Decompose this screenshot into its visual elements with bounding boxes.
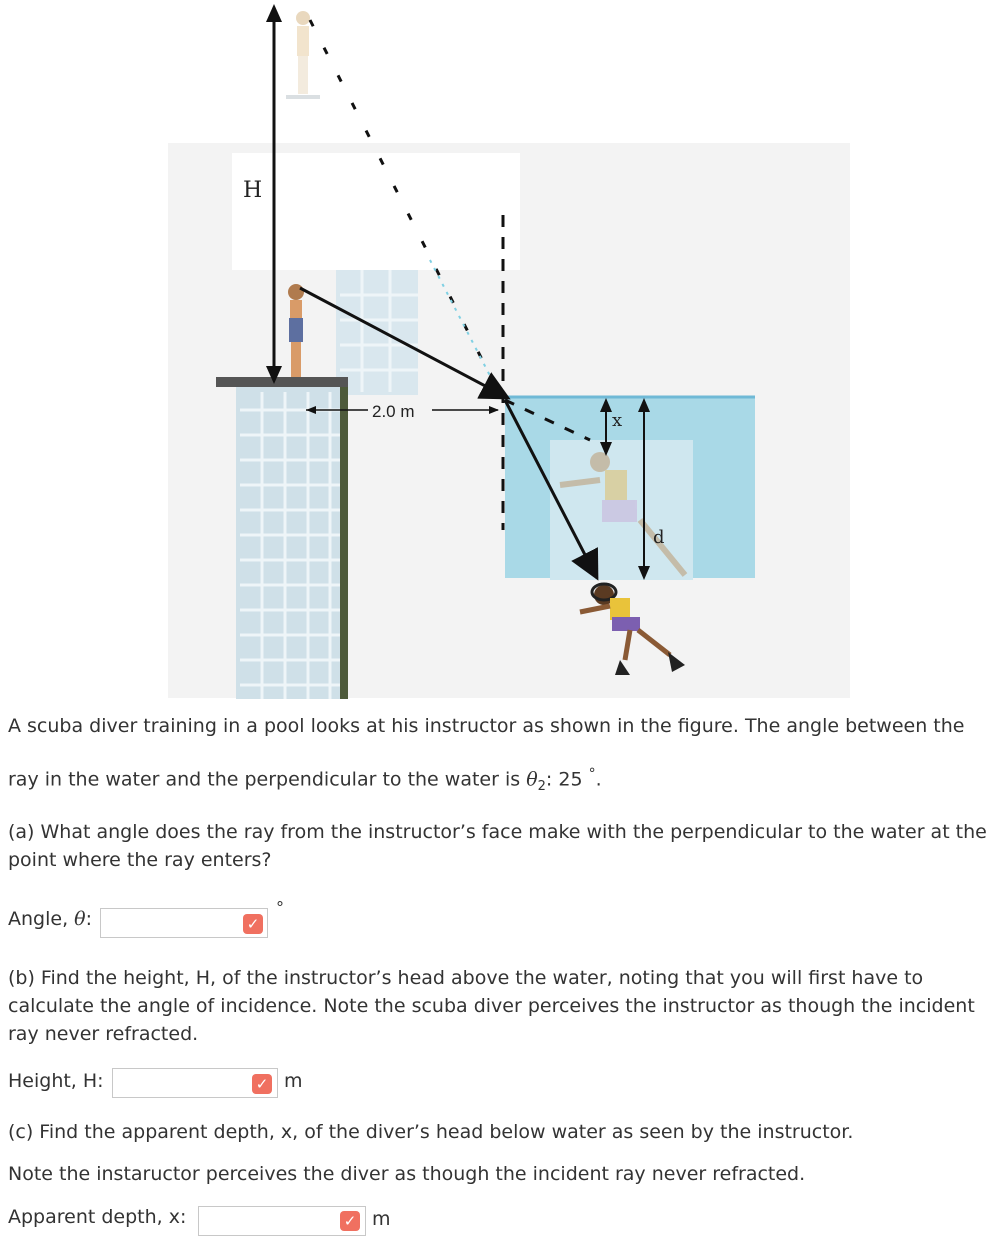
- height-label: H: [243, 178, 263, 203]
- part-a-question: (a) What angle does the ray from the instructor’s face make with the perpendicular to the water at the point where the ray enters?: [8, 821, 987, 871]
- d-label: d: [653, 527, 665, 548]
- apparent-depth-check-icon[interactable]: ✓: [340, 1211, 360, 1231]
- angle-label-text: Angle,: [8, 908, 75, 930]
- angle-label: [8, 908, 92, 930]
- apparent-instructor-figure: [286, 11, 320, 99]
- height-label-text: Height, H:: [8, 1070, 104, 1092]
- apparent-depth-label: [8, 1206, 186, 1228]
- theta-value: : 25: [545, 768, 583, 791]
- degree-symbol: °: [588, 766, 596, 782]
- problem-intro-line1: A scuba diver training in a pool looks at his instructor as shown in the figure. The angle between the: [8, 715, 965, 737]
- apparent-depth-label-text: Apparent depth,: [8, 1206, 169, 1228]
- apparent-depth-label-var: x: [168, 1206, 181, 1228]
- angle-unit: °: [276, 898, 284, 917]
- distance-label: 2.0 m: [372, 402, 415, 421]
- angle-label-colon: :: [85, 908, 93, 930]
- part-c-question: (c) Find the apparent depth, x, of the diver’s head below water as seen by the instructor.: [8, 1121, 854, 1143]
- height-check-icon[interactable]: ✓: [252, 1074, 272, 1094]
- part-c-note: Note the instaructor perceives the diver as though the incident ray never refracted.: [8, 1163, 806, 1185]
- angle-label-symbol: θ: [74, 908, 86, 930]
- intro-period: .: [595, 768, 602, 791]
- diving-platform: [216, 377, 348, 387]
- angle-check-icon[interactable]: ✓: [243, 914, 263, 934]
- problem-intro-line2: [8, 760, 1003, 801]
- theta-symbol: θ: [526, 768, 538, 791]
- part-b-question: (b) Find the height, H, of the instructor’s head above the water, noting that you will first have to calculate the angle of incidence. Note the scuba diver perceives the instructor as though the incident ray never refracted.: [8, 967, 975, 1045]
- apparent-depth-unit: m: [372, 1208, 391, 1230]
- apparent-depth-label-colon: :: [180, 1206, 187, 1228]
- intro-line2-text: ray in the water and the perpendicular to the water is: [8, 768, 521, 791]
- x-label: x: [612, 410, 623, 431]
- height-unit: m: [284, 1070, 303, 1092]
- theta-subscript: 2: [537, 779, 546, 795]
